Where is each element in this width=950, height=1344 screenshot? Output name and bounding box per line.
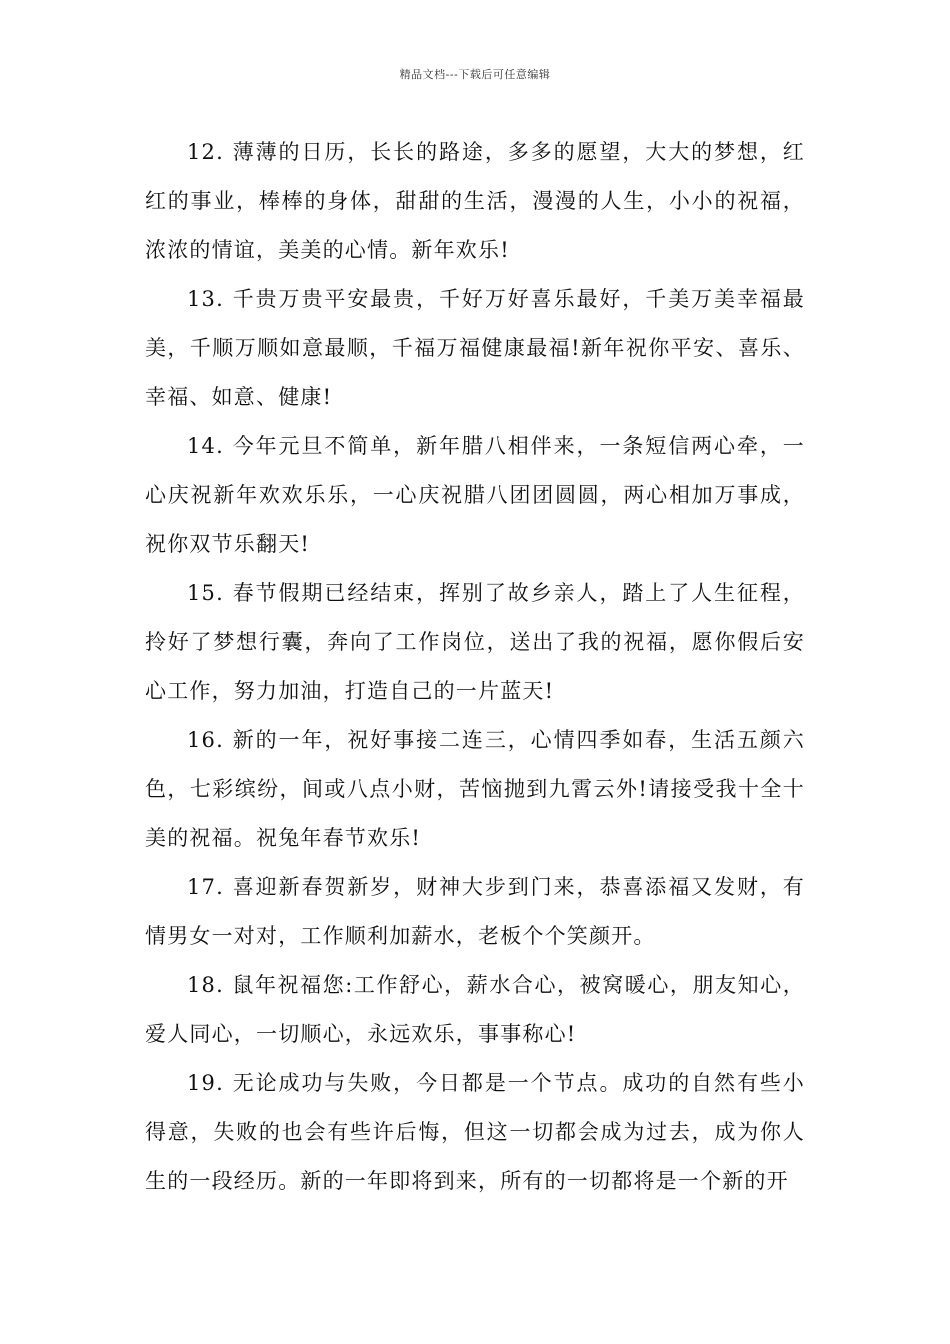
paragraph-text: 今年元旦不简单，新年腊八相伴来，一条短信两心牵，一心庆祝新年欢欢乐乐，一心庆祝腊八团团圆圆，两心相加万事成，祝你双节乐翻天! [145,434,805,556]
paragraph-17 [145,863,805,961]
paragraph-text: 喜迎新春贺新岁，财神大步到门来，恭喜添福又发财，有情男女一对对，工作顺利加薪水，老板个个笑颜开。 [145,875,805,948]
paragraph-19 [145,1059,805,1206]
paragraph-text: 千贵万贵平安最贵，千好万好喜乐最好，千美万美幸福最美，千顺万顺如意最顺，千福万福健康最福!新年祝你平安、喜乐、幸福、如意、健康! [145,287,805,409]
paragraph-text: 鼠年祝福您:工作舒心，薪水合心，被窝暖心，朋友知心，爱人同心，一切顺心，永远欢乐，事事称心! [145,973,805,1046]
paragraph-number: 13. [187,287,224,311]
page-header: 精品文档---下载后可任意编辑 [399,68,551,81]
paragraph-text: 春节假期已经结束，挥别了故乡亲人，踏上了人生征程，拎好了梦想行囊，奔向了工作岗位，送出了我的祝福，愿你假后安心工作，努力加油，打造自己的一片蓝天! [145,581,805,703]
paragraph-number: 15. [187,581,224,605]
paragraph-13 [145,275,805,422]
paragraph-14 [145,422,805,569]
paragraph-number: 14. [187,434,224,458]
paragraph-number: 12. [187,140,224,164]
paragraph-number: 19. [187,1071,224,1095]
paragraph-number: 18. [187,973,224,997]
paragraph-18 [145,961,805,1059]
document-body [145,128,805,1206]
paragraph-12 [145,128,805,275]
paragraph-text: 新的一年，祝好事接二连三，心情四季如春，生活五颜六色，七彩缤纷，间或八点小财，苦恼抛到九霄云外!请接受我十全十美的祝福。祝兔年春节欢乐! [145,728,805,850]
paragraph-number: 16. [187,728,224,752]
paragraph-text: 薄薄的日历，长长的路途，多多的愿望，大大的梦想，红红的事业，棒棒的身体，甜甜的生活，漫漫的人生，小小的祝福，浓浓的情谊，美美的心情。新年欢乐! [145,140,805,262]
paragraph-number: 17. [187,875,224,899]
paragraph-text: 无论成功与失败，今日都是一个节点。成功的自然有些小得意，失败的也会有些许后悔，但这一切都会成为过去，成为你人生的一段经历。新的一年即将到来，所有的一切都将是一个新的开 [145,1071,805,1193]
paragraph-16 [145,716,805,863]
paragraph-15 [145,569,805,716]
